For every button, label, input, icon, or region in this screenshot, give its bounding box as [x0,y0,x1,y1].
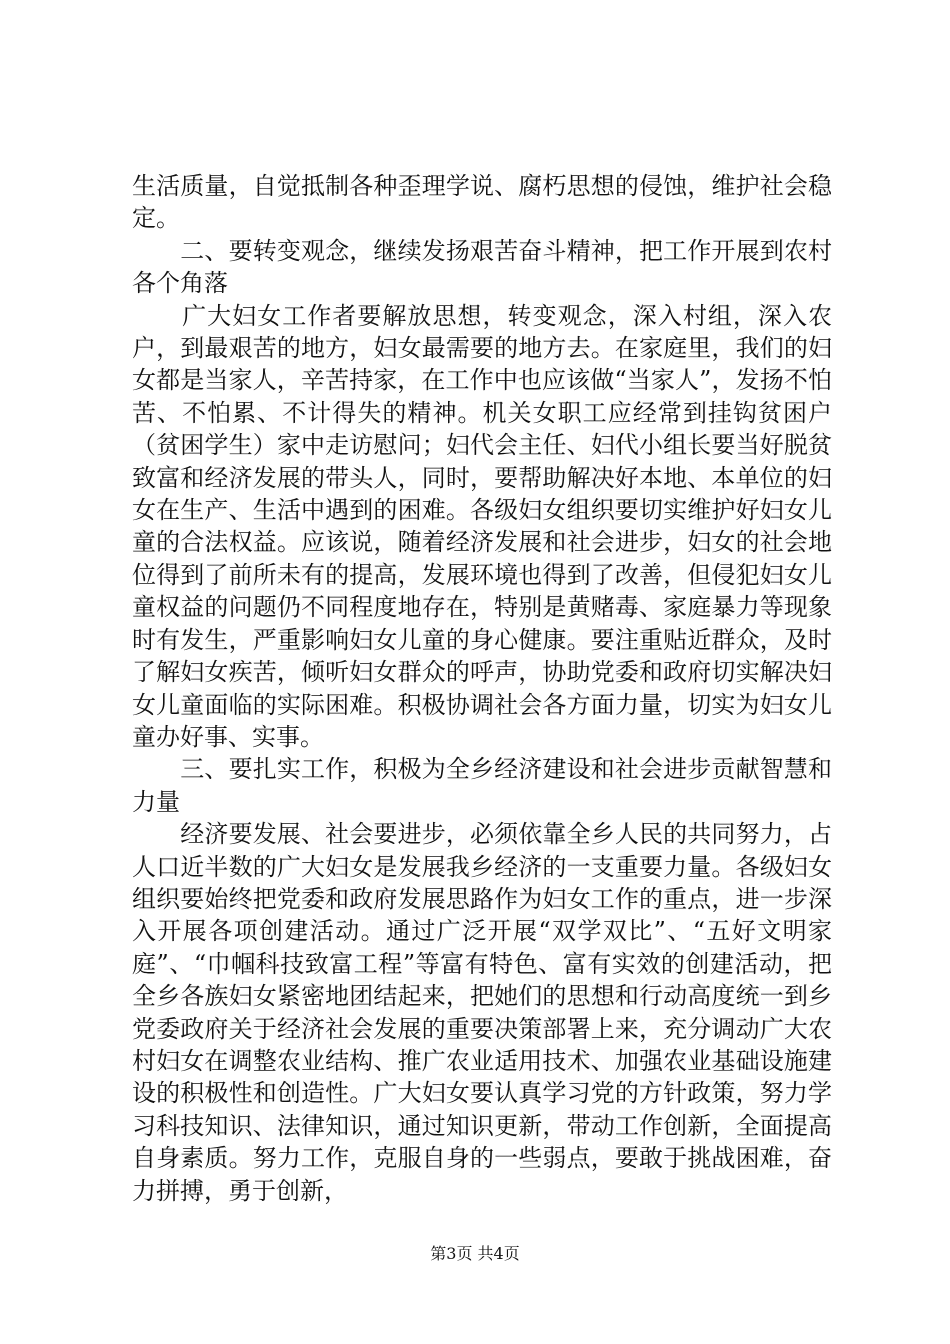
document-body [132,170,832,1207]
paragraph-section-2: 广大妇女工作者要解放思想，转变观念，深入村组，深入农户，到最艰苦的地方，妇女最需要的地方去。在家庭里，我们的妇女都是当家人，辛苦持家，在工作中也应该做“当家人”，发扬不怕苦、不怕累、不计得失的精神。机关女职工应经常到挂钩贫困户（贫困学生）家中走访慰问；妇代会主任、妇代小组长要当好脱贫致富和经济发展的带头人，同时，要帮助解决好本地、本单位的妇女在生产、生活中遇到的困难。各级妇女组织要切实维护好妇女儿童的合法权益。应该说，随着经济发展和社会进步，妇女的社会地位得到了前所未有的提高，发展环境也得到了改善，但侵犯妇女儿童权益的问题仍不同程度地存在，特别是黄赌毒、家庭暴力等现象时有发生，严重影响妇女儿童的身心健康。要注重贴近群众，及时了解妇女疾苦，倾听妇女群众的呼声，协助党委和政府切实解决妇女儿童面临的实际困难。积极协调社会各方面力量，切实为妇女儿童办好事、实事。 [132,301,832,751]
section-heading-2: 二、要转变观念，继续发扬艰苦奋斗精神，把工作开展到农村各个角落 [132,236,832,298]
page-number-footer: 第3页 共4页 [430,1244,520,1263]
section-heading-3: 三、要扎实工作，积极为全乡经济建设和社会进步贡献智慧和力量 [132,755,832,816]
paragraph-section-3: 经济要发展、社会要进步，必须依靠全乡人民的共同努力，占人口近半数的广大妇女是发展我乡经济的一支重要力量。各级妇女组织要始终把党委和政府发展思路作为妇女工作的重点，进一步深入开展各项创建活动。通过广泛开展“双学双比”、“五好文明家庭”、“巾帼科技致富工程”等富有特色、富有实效的创建活动，把全乡各族妇女紧密地团结起来，把她们的思想和行动高度统一到乡党委政府关于经济社会发展的重要决策部署上来，充分调动广大农村妇女在调整农业结构、推广农业适用技术、加强农业基础设施建设的积极性和创造性。广大妇女要认真学习党的方针政策，努力学习科技知识、法律知识，通过知识更新，带动工作创新，全面提高自身素质。努力工作，克服自身的一些弱点，要敢于挑战困难，奋力拼搏，勇于创新， [132,820,832,1205]
paragraph-continuation: 生活质量，自觉抵制各种歪理学说、腐朽思想的侵蚀，维护社会稳定。 [132,172,832,233]
